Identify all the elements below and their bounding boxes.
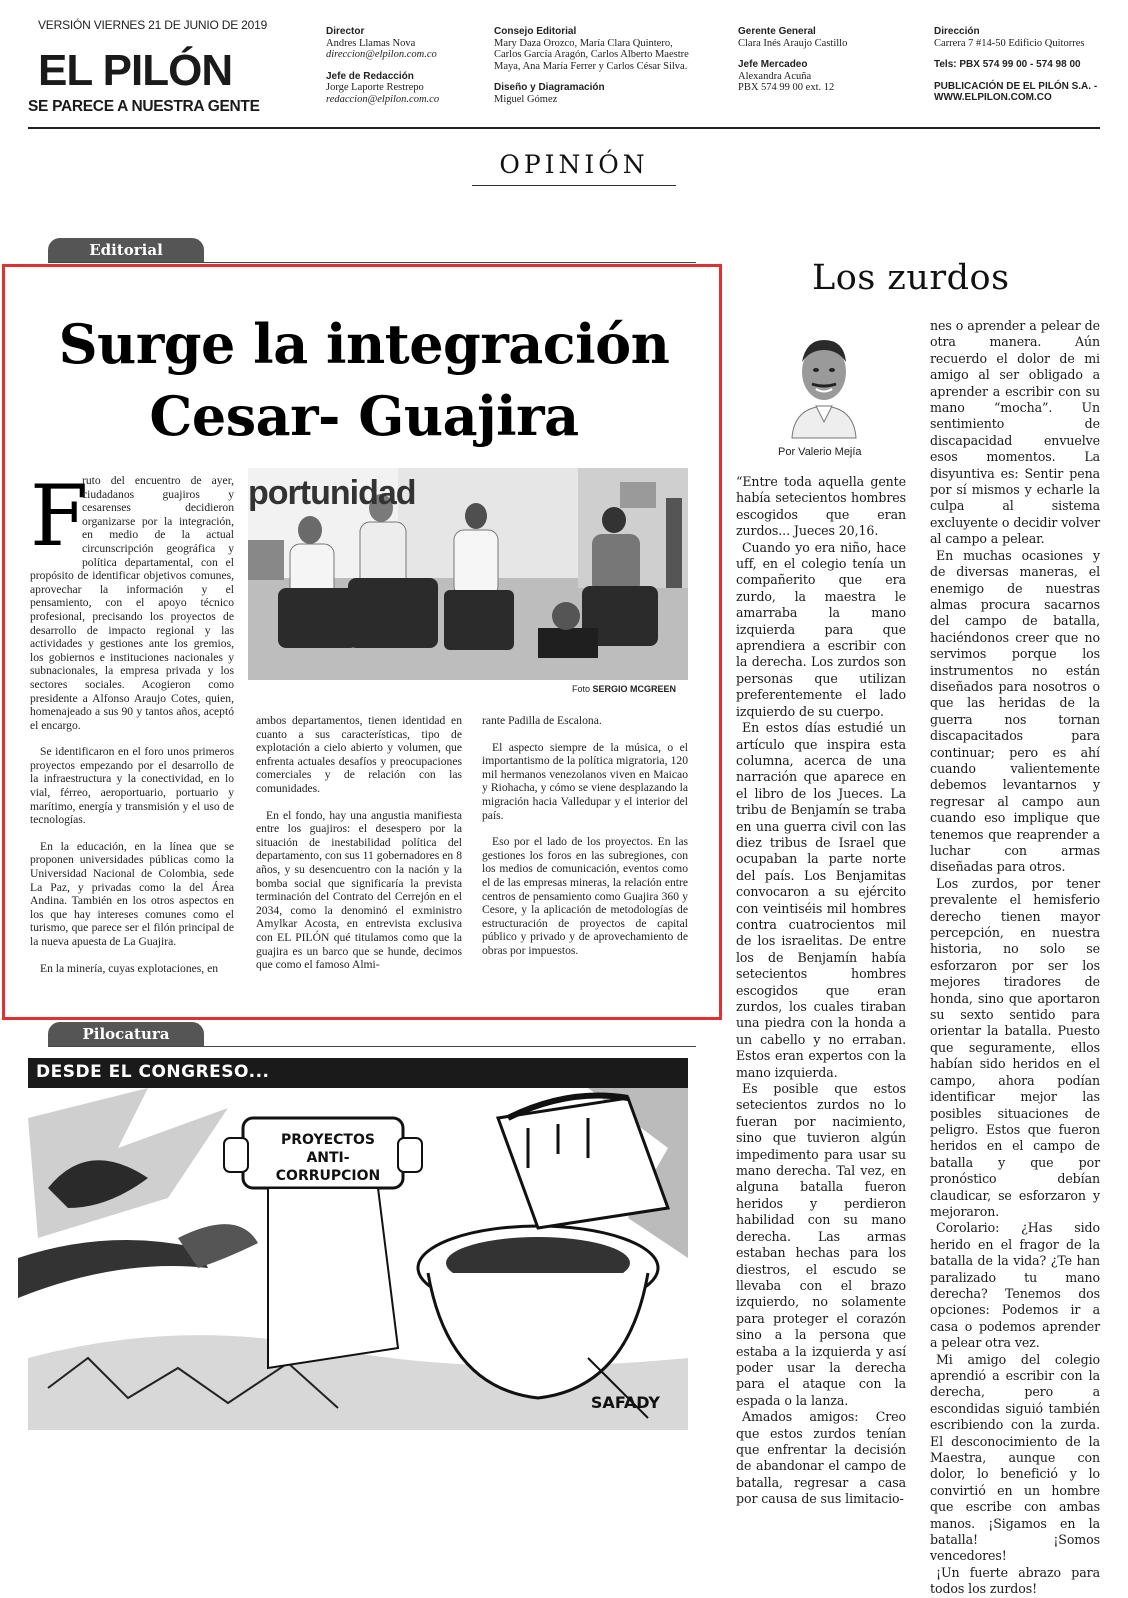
column-paragraph: nes o aprender a pelear de otra manera. Aún recuerdo el dolor de mi amigo al ser obligado a aprender a escribir con su mano “mocha”. Un sentimiento de discapacidad envuelve esos momentos. La disyuntiva es: Sentir pena por sí mismos y echarle la culpa al sistema excluyente o decidir volver al campo a pelear.: [930, 318, 1100, 547]
gerente-name: Clara Inés Araujo Castillo: [738, 37, 848, 49]
staff-col-gerencia: [738, 26, 908, 94]
cartoonist-signature: SAFADY: [590, 1393, 660, 1412]
column-paragraph: Corolario: ¿Has sido herido en el fragor de la batalla de la vida? ¿Te han paralizado tu mano derecha? Tenemos dos opciones: Podemos ir a casa o podemos aprender a pelear otra vez.: [930, 1220, 1100, 1351]
director-label: Director: [326, 26, 365, 37]
scroll-line-1: PROYECTOS: [281, 1132, 375, 1148]
photo-banner-text: portunidad: [248, 474, 416, 512]
mercadeo-name: Alexandra Acuña: [738, 70, 812, 82]
author-photo: [786, 326, 862, 438]
editorial-rule: [48, 262, 696, 263]
editorial-photo: [248, 468, 688, 680]
headline-line-2: Cesar- Guajira: [149, 384, 579, 448]
mercadeo-phone: PBX 574 99 00 ext. 12: [738, 82, 835, 93]
photo-credit: [572, 684, 676, 694]
pilocatura-tab: Pilocatura: [48, 1022, 204, 1046]
editorial-cartoon: [28, 1058, 688, 1430]
direccion-label: Dirección: [934, 26, 980, 37]
column-paragraph: En estos días estudié un artículo que inspira esta columna, acerca de una narración que aparece en el libro de los Jueces. La tribu de Benjamín se traba en una guerra civil con las diez tribus de Israel que ocupaban la parte norte del país. Los Benjamitas convocaron a su ejército con veintiséis mil hombres contra cuatrocientos mil de los israelitas. De entre los de Benjamín había setecientos hombres escogidos que eran zurdos, los cuales tiraban una piedra con la honda a un cabello y no erraban. Estos eran expertos con la mano izquierda.: [736, 720, 906, 1080]
consejo-line-1: Mary Daza Orozco, María Clara Quintero,: [494, 37, 673, 49]
scroll-line-2: ANTI-: [306, 1150, 350, 1166]
editorial-paragraph: Eso por el lado de los proyectos. En las gestiones los foros en las subregiones, con los medios de comunicación, eventos como el de las empresas mineras, la relación entre centros de pensamiento como Guajira 360 y Cesore, y la aplicación de metodologías de estructuración de proyectos de capital público y privado y de aprovechamiento de obras por impuestos.: [482, 835, 688, 957]
jefe-redaccion-email: redaccion@elpilon.com.co: [326, 93, 440, 105]
editorial-paragraph: En el fondo, hay una angustia manifiesta entre los guajiros: el desespero por la situación de inestabilidad política del departamento, con sus 11 gobernadores en 8 años, y su desencuentro con la nación y la bomba social que significaría la prevista terminación del Contrato del Cerrejón en el 2034, como la denominó el exministro Amylkar Acosta, en entrevista exclusiva con EL PILÓN qué titulamos como que la guajira es un barco que se hunde, decimos que como el famoso Almi-: [256, 808, 462, 972]
column-byline: Por Valerio Mejía: [778, 446, 862, 458]
direccion-address: Carrera 7 #14-50 Edificio Quitorres: [934, 37, 1085, 49]
editorial-paragraph: ruto del encuentro de ayer, ciudadanos guajiros y cesarenses decidieron organizarse por la integración, en medio de la actual circunscripción geográfica y política departamental, con el propósito de identificar objetivos comunes, aprovechar la información y el pensamiento, con el apoyo técnico profesional, precisando los proyectos de desarrollo de impacto regional y las actividades y gestiones ante los gremios, los gobiernos e instituciones nacionales y subnacionales, la empresa privada y los sectores sociales. Acogieron como presidente a Alfonso Araujo Cotes, quien, homenajeado a sus 90 y tantos años, aceptó el encargo.: [30, 474, 234, 732]
drop-cap: F: [30, 467, 89, 565]
column-paragraph: Amados amigos: Creo que estos zurdos tenían que enfrentar la decisión de abandonar el campo de batalla, regresar a casa por causa de sus limitacio-: [736, 1409, 906, 1507]
column-text-right: [930, 318, 1100, 1598]
editorial-tab: Editorial: [48, 238, 204, 262]
editorial-column-1: [30, 467, 234, 988]
column-text-left: [736, 474, 906, 1508]
column-paragraph: “Entre toda aquella gente había setecientos hombres escogidos que eran zurdos... Jueces 20,16.: [736, 474, 906, 539]
jefe-redaccion-label: Jefe de Redacción: [326, 70, 414, 82]
headline-line-1: Surge la integración: [58, 312, 670, 376]
editorial-column-3: [482, 714, 688, 971]
diseno-label: Diseño y Diagramación: [494, 82, 605, 93]
jefe-redaccion-name: Jorge Laporte Restrepo: [326, 82, 424, 93]
tels: Tels: PBX 574 99 00 - 574 98 00: [934, 59, 1081, 70]
diseno-name: Miguel Gómez: [494, 93, 558, 105]
director-email: direccion@elpilon.com.co: [326, 49, 437, 60]
staff-col-direccion: [934, 26, 1114, 104]
editorial-paragraph: En la educación, en la línea que se proponen universidades públicas como la Universidad Nacional de Colombia, sede La Paz, y privadas como la del Área Andina. También en los otros aspectos en los que hay intereses comunes como el turismo, que parece ser el filón principal de la nueva apuesta de La Guajira.: [30, 839, 234, 948]
consejo-line-3: Maya, Ana María Ferrer y Carlos César Silva.: [494, 60, 688, 72]
editorial-paragraph: El aspecto siempre de la música, o el importantismo de la política migratoria, 120 mil hermanos venezolanos viven en Maicao y Riohacha, y cómo se viene desplazando la migración hacia Valledupar y el interior del país.: [482, 740, 688, 822]
column-paragraph: ¡Un fuerte abrazo para todos los zurdos!: [930, 1564, 1100, 1597]
section-title: OPINIÓN: [472, 150, 676, 186]
editorial-paragraph: Se identificaron en el foro unos primeros proyectos empezando por el desarrollo de la infraestructura y la conectividad, en lo vial, férreo, aeroportuario, portuario y marítimo, energía y transmisión y el uso de tecnologías.: [30, 745, 234, 827]
editorial-column-2: [256, 714, 462, 985]
consejo-label: Consejo Editorial: [494, 26, 577, 37]
mercadeo-label: Jefe Mercadeo: [738, 59, 808, 70]
cartoon-title: DESDE EL CONGRESO...: [36, 1062, 270, 1082]
publicacion-line-2: WWW.ELPILON.COM.CO: [934, 92, 1052, 103]
cartoon-drawing: [28, 1058, 688, 1430]
slogan: SE PARECE A NUESTRA GENTE: [28, 98, 260, 115]
consejo-line-2: Carlos García Aragón, Carlos Alberto Maestre: [494, 49, 689, 60]
column-title: Los zurdos: [812, 258, 1010, 298]
photo-credit-name: SERGIO MCGREEN: [592, 684, 677, 694]
column-paragraph: Mi amigo del colegio aprendió a escribir con la derecha, pero a escondidas siguió también escribiendo con la zurda. El desconocimiento de la Maestra, aunque con dolor, lo benefició y lo convirtió en un hombre que escribe con ambas manos. ¡Sigamos en la batalla! ¡Somos vencedores!: [930, 1351, 1100, 1564]
column-paragraph: Cuando yo era niño, hace uff, en el colegio tenía un compañerito que era zurdo, la maestra le amarraba la mano izquierda para que aprendiera a escribir con la derecha. Los zurdos son personas que utilizan preferentemente el lado izquierdo de su cuerpo.: [736, 539, 906, 719]
publicacion-line-1: PUBLICACIÓN DE EL PILÓN S.A. -: [934, 80, 1098, 92]
pilocatura-rule: [48, 1046, 696, 1047]
gerente-label: Gerente General: [738, 26, 816, 37]
edition-date: VERSIÓN VIERNES 21 DE JUNIO DE 2019: [38, 18, 268, 32]
editorial-paragraph: rante Padilla de Escalona.: [482, 714, 602, 727]
column-paragraph: Los zurdos, por tener prevalente el hemisferio derecho tienen mayor percepción, en nuestra historia, no solo se esforzaron por ser los mejores tiradores de honda, sino que aportaron su sexto sentido para orientar la batalla. Puesto que seguramente, ellos habían sido heridos en el campo, ahora podían identificar mejor las posibles situaciones de peligro. Estos que fueron heridos en el campo de batalla y que por pronóstico debían claudicar, se esforzaron y mejoraron.: [930, 875, 1100, 1219]
editorial-headline: [14, 308, 714, 452]
staff-col-consejo: [494, 26, 714, 105]
director-name: Andres Llamas Nova: [326, 37, 416, 49]
author-portrait: [786, 326, 862, 438]
editorial-paragraph: En la minería, cuyas explotaciones, en: [40, 961, 219, 975]
column-paragraph: En muchas ocasiones y de diversas maneras, el enemigo de nuestras almas procura sacarnos del campo de batalla, haciéndonos creer que no servimos porque los instrumentos no están diseñados para nosotros o que las heridas de la guerra nos tornan discapacitados para continuar; pero es ahí cuando valientemente debemos levantarnos y regresar al campo aun cuando eso implique que tenemos que reaprender a luchar con armas diseñadas para otros.: [930, 547, 1100, 875]
header-divider: [28, 127, 1100, 129]
staff-col-director: [326, 26, 486, 105]
photo-credit-prefix: Foto: [572, 684, 591, 694]
scroll-line-3: CORRUPCION: [275, 1168, 381, 1184]
editorial-paragraph: ambos departamentos, tienen identidad en cuanto a sus características, tipo de explotación a cielo abierto y volumen, que enfrenta actuales desafíos y preocupaciones comerciales y de relación con las comunidades.: [256, 714, 462, 795]
masthead-logo: EL PILÓN: [38, 46, 233, 95]
column-paragraph: Es posible que estos setecientos zurdos no lo fueran por nacimiento, sino que tuvieron algún impedimento para usar su mano derecha. Tal vez, en alguna batalla fueron heridos y perdieron habilidad con su mano derecha. Las armas estaban hechas para los diestros, el escudo se llevaba con el brazo izquierdo, no solamente para proteger el corazón sino a la persona que estaba a la izquierda y así poder usar la derecha para el ataque con la espada o la lanza.: [736, 1081, 906, 1408]
